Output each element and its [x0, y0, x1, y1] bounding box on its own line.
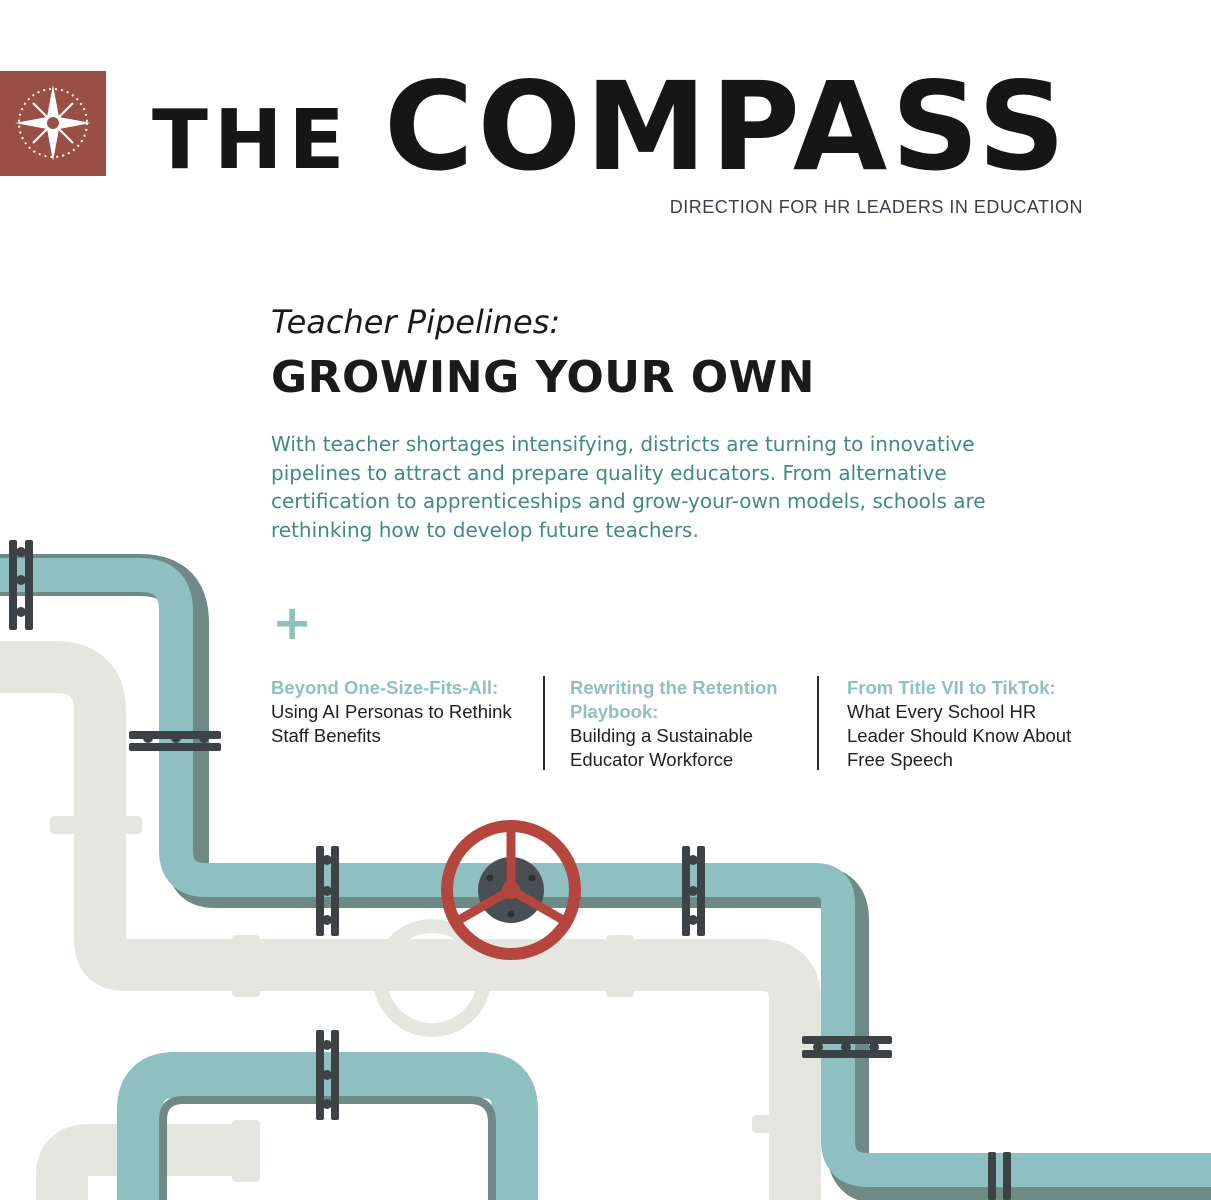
cover-feature: [271, 300, 1071, 544]
teaser-title: From Title VII to TikTok:: [847, 677, 1056, 698]
teaser-body: Using AI Personas to Rethink Staff Benefits: [271, 701, 512, 746]
teaser-body: What Every School HR Leader Should Know About Free Speech: [847, 701, 1072, 770]
teaser-benefits[interactable]: [271, 676, 531, 748]
teaser-divider: [817, 676, 819, 770]
teaser-retention[interactable]: [570, 676, 805, 772]
teaser-free-speech[interactable]: [847, 676, 1092, 772]
masthead: [0, 0, 1211, 230]
teaser-body: Building a Sustainable Educator Workforce: [570, 725, 754, 770]
feature-dek: With teacher shortages intensifying, districts are turning to innovative pipelines to attract and prepare quality educators. From alternative certification to apprenticeships and grow-your-own models, schools are rethinking how to develop future teachers.: [271, 432, 986, 542]
teaser-divider: [543, 676, 545, 770]
masthead-title: COMPASS: [384, 56, 1070, 198]
masthead-tagline: DIRECTION FOR HR LEADERS IN EDUCATION: [669, 197, 1083, 217]
feature-kicker: Teacher Pipelines:: [271, 303, 561, 341]
masthead-the: THE: [152, 93, 351, 188]
teaser-title: Beyond One-Size-Fits-All:: [271, 677, 499, 698]
plus-icon: +: [272, 595, 313, 651]
feature-headline: GROWING YOUR OWN: [271, 352, 815, 403]
teaser-title: Rewriting the Retention Playbook:: [570, 677, 778, 722]
